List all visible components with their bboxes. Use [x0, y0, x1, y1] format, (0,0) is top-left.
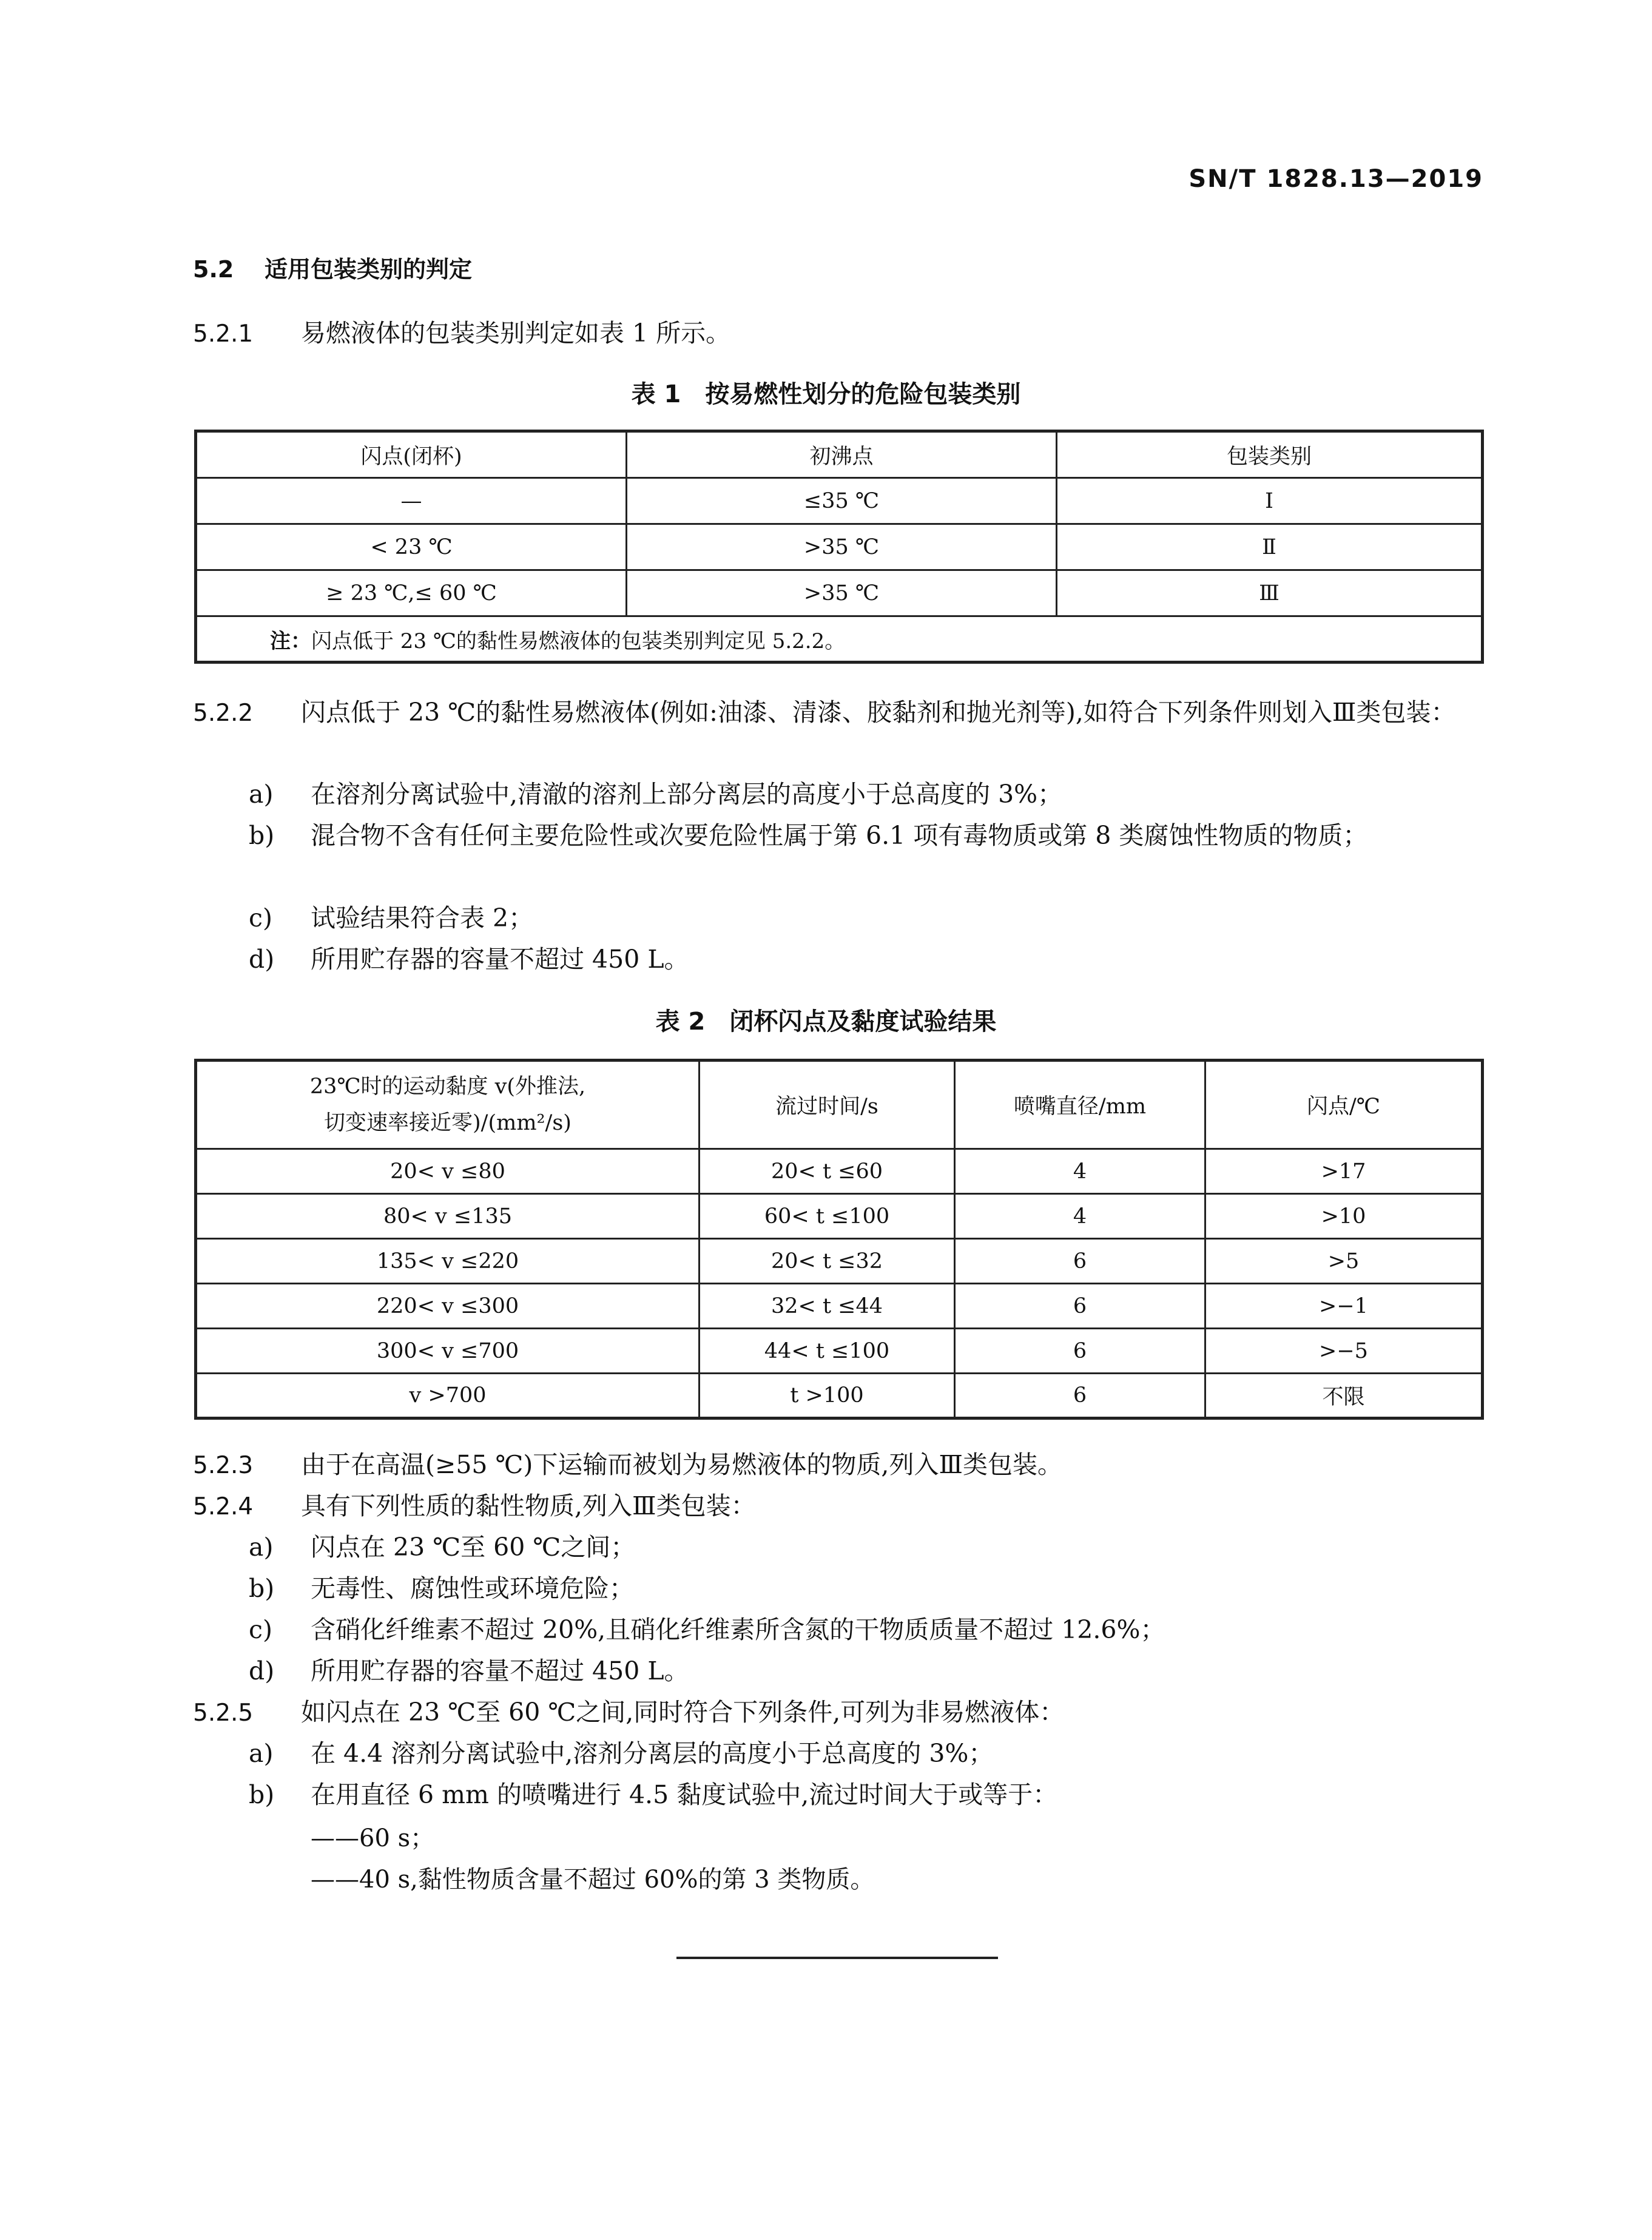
list-marker: d) [249, 945, 275, 974]
table-cell: >17 [1205, 1149, 1483, 1194]
table-cell: 44< t ≤100 [700, 1329, 955, 1374]
table-cell: t >100 [700, 1374, 955, 1419]
table-cell: 不限 [1205, 1374, 1483, 1419]
table-cell: 20< v ≤80 [196, 1149, 700, 1194]
list-marker: a) [249, 1739, 274, 1768]
clause-text: 易燃液体的包装类别判定如表 1 所示。 [301, 319, 731, 348]
list-text: 试验结果符合表 2； [311, 903, 534, 933]
clause-text: 如闪点在 23 ℃至 60 ℃之间,同时符合下列条件,可列为非易燃液体： [301, 1698, 1065, 1727]
table-cell: 60< t ≤100 [700, 1194, 955, 1239]
clause-number: 5.2.3 [193, 1452, 254, 1479]
end-rule [676, 1957, 998, 1959]
table-cell: v >700 [196, 1374, 700, 1419]
list-marker: c) [249, 1615, 272, 1644]
table-cell: 6 [955, 1284, 1205, 1329]
standard-code: SN/T 1828.13—2019 [1188, 165, 1483, 193]
table-1 [194, 430, 1484, 664]
clause-5-2-4 [193, 1485, 1485, 1528]
list-text: 在用直径 6 mm 的喷嘴进行 4.5 黏度试验中,流过时间大于或等于： [311, 1780, 1058, 1809]
table-note [196, 616, 1483, 663]
clause-5-2-5 [193, 1692, 1485, 1734]
table-header-cell: 闪点/℃ [1205, 1061, 1483, 1149]
table-header-row [196, 1061, 1483, 1149]
list-text: 所用贮存器的容量不超过 450 L。 [311, 945, 689, 974]
table-row [196, 1374, 1483, 1419]
list-text: 所用贮存器的容量不超过 450 L。 [311, 1656, 689, 1685]
clause-5-2-1 [193, 312, 1485, 355]
table-row [196, 570, 1483, 616]
table-cell: Ⅲ [1057, 570, 1483, 616]
clause-5-2-2 [193, 692, 1485, 734]
list-item [249, 939, 1486, 980]
table-cell: < 23 ℃ [196, 524, 627, 570]
table-cell: — [196, 478, 627, 524]
table-row [196, 478, 1483, 524]
table-cell: 20< t ≤32 [700, 1239, 955, 1284]
list-text: 无毒性、腐蚀性或环境危险； [311, 1574, 634, 1603]
table-cell: 6 [955, 1374, 1205, 1419]
note-text: 闪点低于 23 ℃的黏性易燃液体的包装类别判定见 5.2.2。 [311, 629, 846, 653]
table-header-cell: 闪点(闭杯) [196, 431, 627, 478]
list-item [249, 1568, 1486, 1609]
table-header-cell: 初沸点 [627, 431, 1057, 478]
list-item [249, 1650, 1486, 1692]
table-cell: ≤35 ℃ [627, 478, 1057, 524]
header-line: 切变速率接近零)/(mm²/s) [324, 1111, 571, 1135]
table-cell: 220< v ≤300 [196, 1284, 700, 1329]
list-item [249, 1774, 1486, 1815]
clause-text: 由于在高温(≥55 ℃)下运输而被划为易燃液体的物质,列入Ⅲ类包装。 [301, 1450, 1062, 1479]
table-row [196, 524, 1483, 570]
list-marker: b) [249, 1574, 275, 1603]
clause-number: 5.2.5 [193, 1699, 254, 1727]
clause-number: 5.2.2 [193, 700, 254, 727]
table-cell: >35 ℃ [627, 570, 1057, 616]
list-item [249, 1527, 1486, 1568]
clause-5-2-3 [193, 1444, 1485, 1486]
dash-item: ——60 s； [311, 1824, 435, 1852]
clause-text: 具有下列性质的黏性物质,列入Ⅲ类包装： [301, 1491, 756, 1520]
table-cell: I [1057, 478, 1483, 524]
table-header-cell: 喷嘴直径/mm [955, 1061, 1205, 1149]
table-cell: >35 ℃ [627, 524, 1057, 570]
table-note-row [196, 616, 1483, 663]
table-cell: 4 [955, 1194, 1205, 1239]
table-row [196, 1194, 1483, 1239]
list-marker: a) [249, 1533, 274, 1562]
table-row [196, 1149, 1483, 1194]
list-text: 在 4.4 溶剂分离试验中,溶剂分离层的高度小于总高度的 3%； [311, 1739, 994, 1768]
table-cell: 6 [955, 1329, 1205, 1374]
table-cell: ≥ 23 ℃,≤ 60 ℃ [196, 570, 627, 616]
note-label: 注： [270, 629, 311, 653]
section-number: 5.2 [193, 256, 234, 283]
table-header-cell [196, 1061, 700, 1149]
list-item [249, 1609, 1486, 1650]
table-1-caption: 表 1 按易燃性划分的危险包装类别 [631, 380, 1021, 408]
list-item [249, 774, 1486, 815]
list-item [249, 815, 1486, 856]
header-line: 23℃时的运动黏度 v(外推法, [309, 1074, 586, 1099]
table-cell: >−1 [1205, 1284, 1483, 1329]
clause-number: 5.2.1 [193, 320, 254, 348]
table-cell: 80< v ≤135 [196, 1194, 700, 1239]
table-cell: 20< t ≤60 [700, 1149, 955, 1194]
list-item [249, 897, 1486, 939]
list-marker: c) [249, 903, 272, 933]
list-marker: d) [249, 1656, 275, 1685]
table-header-cell: 流过时间/s [700, 1061, 955, 1149]
table-cell: >−5 [1205, 1329, 1483, 1374]
list-text: 闪点在 23 ℃至 60 ℃之间； [311, 1533, 636, 1562]
table-cell: 4 [955, 1149, 1205, 1194]
table-header-row [196, 431, 1483, 478]
table-row [196, 1329, 1483, 1374]
list-marker: b) [249, 821, 275, 850]
table-cell: 300< v ≤700 [196, 1329, 700, 1374]
table-cell: >5 [1205, 1239, 1483, 1284]
table-row [196, 1239, 1483, 1284]
section-title: 适用包装类别的判定 [265, 256, 473, 283]
table-cell: 6 [955, 1239, 1205, 1284]
table-cell: 32< t ≤44 [700, 1284, 955, 1329]
list-text: 混合物不含有任何主要危险性或次要危险性属于第 6.1 项有毒物质或第 8 类腐蚀性物质的物质； [311, 821, 1368, 850]
clause-number: 5.2.4 [193, 1493, 254, 1520]
table-cell: 135< v ≤220 [196, 1239, 700, 1284]
table-header-cell: 包装类别 [1057, 431, 1483, 478]
table-row [196, 1284, 1483, 1329]
list-marker: b) [249, 1780, 275, 1809]
dash-item: ——40 s,黏性物质含量不超过 60%的第 3 类物质。 [311, 1866, 875, 1894]
clause-text: 闪点低于 23 ℃的黏性易燃液体(例如:油漆、清漆、胶黏剂和抛光剂等),如符合下列条件则划入Ⅲ类包装： [301, 698, 1456, 727]
section-5-2-heading [193, 251, 472, 284]
list-item [249, 1733, 1486, 1774]
list-marker: a) [249, 780, 274, 809]
table-2-caption: 表 2 闭杯闪点及黏度试验结果 [655, 1008, 997, 1036]
table-cell: >10 [1205, 1194, 1483, 1239]
table-cell: Ⅱ [1057, 524, 1483, 570]
list-text: 含硝化纤维素不超过 20%,且硝化纤维素所含氮的干物质质量不超过 12.6%； [311, 1615, 1165, 1644]
table-2 [194, 1059, 1484, 1420]
list-text: 在溶剂分离试验中,清澈的溶剂上部分离层的高度小于总高度的 3%； [311, 780, 1063, 809]
